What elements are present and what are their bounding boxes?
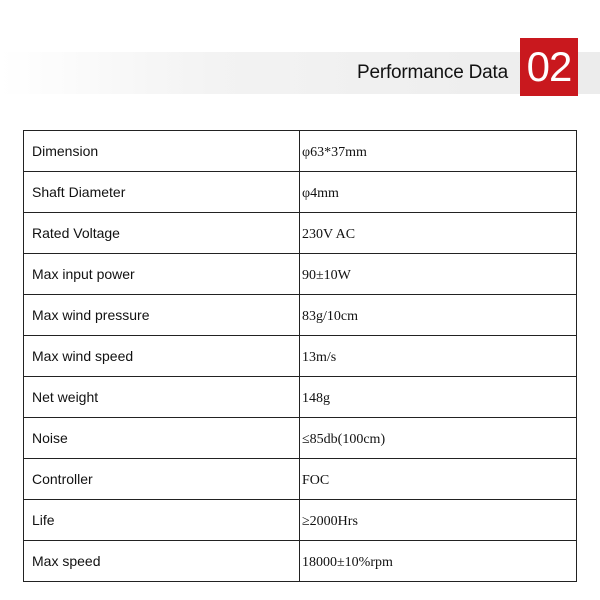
table-row (24, 254, 577, 295)
table-row (24, 131, 577, 172)
section-title: Performance Data (357, 62, 508, 83)
spec-label: Shaft Diameter (24, 172, 300, 213)
table-row (24, 500, 577, 541)
spec-label: Controller (24, 459, 300, 500)
spec-value: ≤85db(100cm) (300, 418, 577, 459)
spec-value: 90±10W (300, 254, 577, 295)
table-row (24, 172, 577, 213)
spec-label: Noise (24, 418, 300, 459)
table-row (24, 459, 577, 500)
spec-value: 83g/10cm (300, 295, 577, 336)
table-row (24, 377, 577, 418)
spec-label: Max speed (24, 541, 300, 582)
spec-label: Dimension (24, 131, 300, 172)
spec-value: FOC (300, 459, 577, 500)
spec-label: Max wind pressure (24, 295, 300, 336)
spec-label: Max wind speed (24, 336, 300, 377)
spec-value: 148g (300, 377, 577, 418)
table-row (24, 295, 577, 336)
table-row (24, 213, 577, 254)
performance-data-table (23, 130, 577, 582)
spec-value: 230V AC (300, 213, 577, 254)
spec-label: Life (24, 500, 300, 541)
spec-label: Net weight (24, 377, 300, 418)
spec-value: ≥2000Hrs (300, 500, 577, 541)
table-row (24, 336, 577, 377)
spec-value: φ63*37mm (300, 131, 577, 172)
spec-value: 18000±10%rpm (300, 541, 577, 582)
header-band (0, 52, 600, 94)
spec-value: 13m/s (300, 336, 577, 377)
spec-value: φ4mm (300, 172, 577, 213)
section-number-badge: 02 (520, 38, 578, 96)
table-row (24, 418, 577, 459)
spec-label: Rated Voltage (24, 213, 300, 254)
table-row (24, 541, 577, 582)
spec-label: Max input power (24, 254, 300, 295)
